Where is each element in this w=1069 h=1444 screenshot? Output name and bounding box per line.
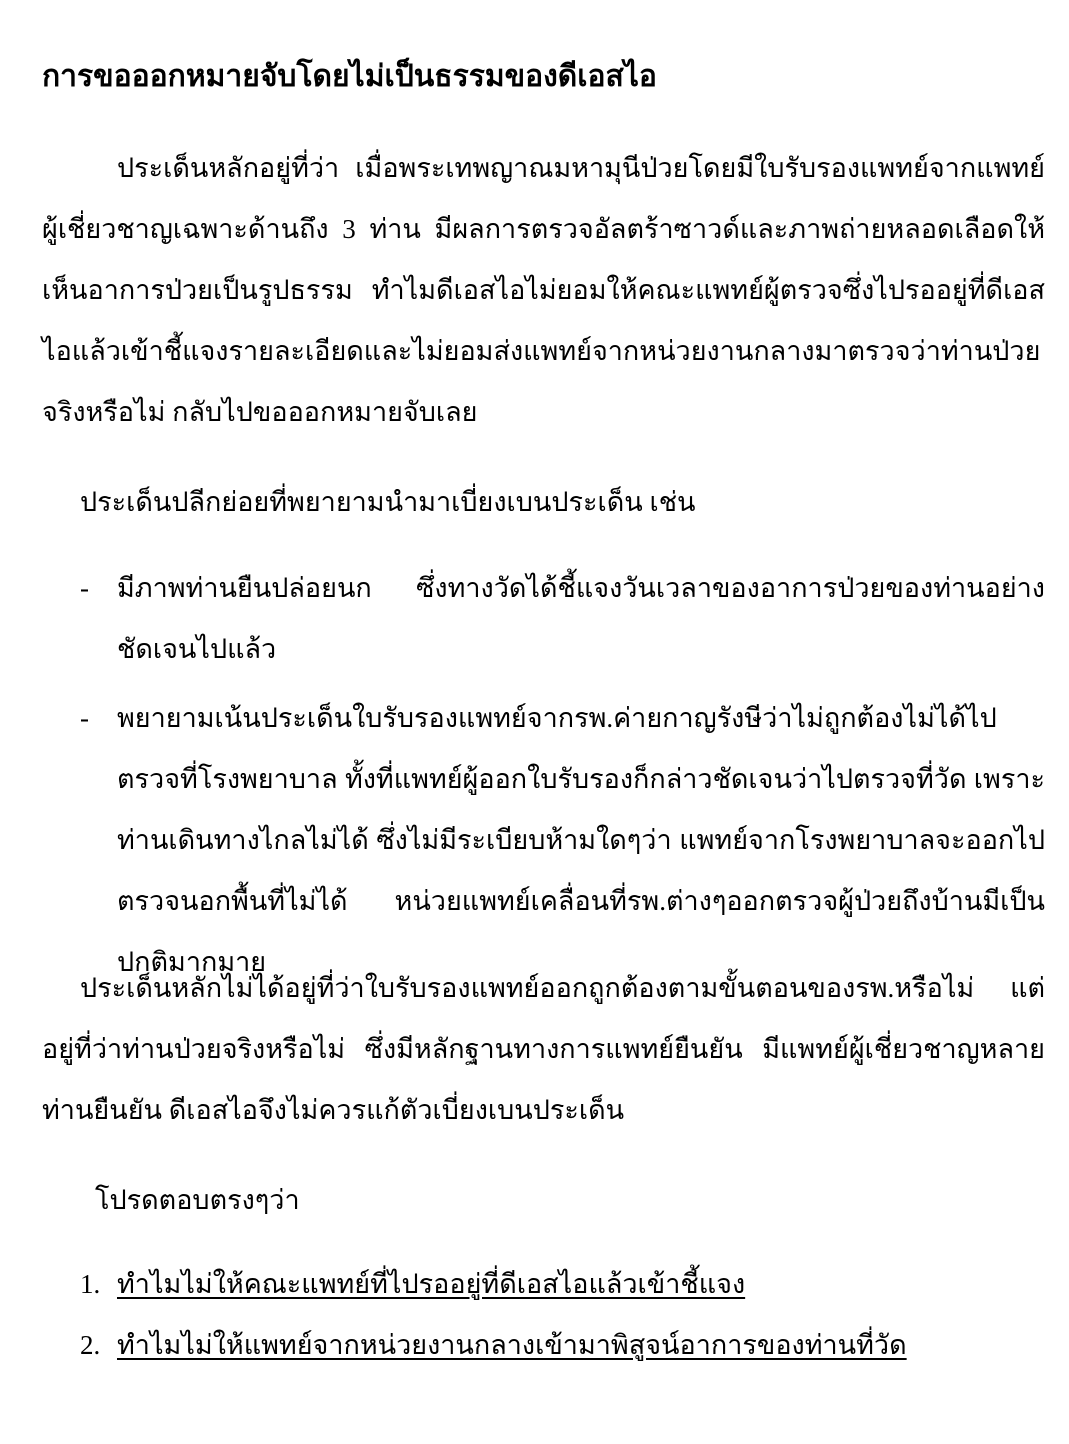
document-title: การขอออกหมายจับโดยไม่เป็นธรรมของดีเอสไอ (42, 60, 657, 93)
minor-issues-heading: ประเด็นปลีกย่อยที่พยายามนำมาเบี่ยงเบนประเด็น เช่น (80, 487, 696, 517)
minor-issues-list (42, 558, 1045, 1001)
questions-list (42, 1254, 1045, 1376)
bullet-text: มีภาพท่านยืนปล่อยนก ซึ่งทางวัดได้ชี้แจงวันเวลาของอาการป่วยของท่านอย่างชัดเจนไปแล้ว (117, 573, 1045, 664)
request-line: โปรดตอบตรงๆว่า (95, 1185, 300, 1215)
list-item (42, 1254, 1045, 1315)
question-text: ทำไมไม่ให้แพทย์จากหน่วยงานกลางเข้ามาพิสูจน์อาการของท่านที่วัด (117, 1330, 907, 1360)
question-number: 2. (80, 1330, 101, 1360)
bullet-text: พยายามเน้นประเด็นใบรับรองแพทย์จากรพ.ค่ายกาญรังษีว่าไม่ถูกต้องไม่ได้ไปตรวจที่โรงพยาบาล ทั้งที่แพทย์ผู้ออกใบรับรองก็กล่าวชัดเจนว่าไปตรวจที่วัด เพราะท่านเดินทางไกลไม่ได้ ซึ่งไม่มีระเบียบห้ามใดๆว่า แพทย์จากโรงพยาบาลจะออกไปตรวจนอกพื้นที่ไม่ได้ หน่วยแพทย์เคลื่อนที่รพ.ต่างๆออกตรวจผู้ป่วยถึงบ้านมีเป็นปกติมากมาย (117, 703, 1045, 977)
question-text: ทำไมไม่ให้คณะแพทย์ที่ไปรออยู่ที่ดีเอสไอแล้วเข้าชี้แจง (117, 1269, 746, 1299)
main-issue-paragraph: ประเด็นหลักอยู่ที่ว่า เมื่อพระเทพญาณมหามุนีป่วยโดยมีใบรับรองแพทย์จากแพทย์ผู้เชี่ยวชาญเฉพาะด้านถึง 3 ท่าน มีผลการตรวจอัลตร้าซาวด์และภาพถ่ายหลอดเลือดให้เห็นอาการป่วยเป็นรูปธรรม ทำไมดีเอสไอไม่ยอมให้คณะแพทย์ผู้ตรวจซึ่งไปรออยู่ที่ดีเอสไอแล้วเข้าชี้แจงรายละเอียดและไม่ยอมส่งแพทย์จากหน่วยงานกลางมาตรวจว่าท่านป่วยจริงหรือไม่ กลับไปขอออกหมายจับเลย (42, 153, 1045, 427)
bullet-marker: - (80, 573, 89, 603)
question-number: 1. (80, 1269, 101, 1299)
list-item (42, 558, 1045, 680)
conclusion-paragraph: ประเด็นหลักไม่ได้อยู่ที่ว่าใบรับรองแพทย์ออกถูกต้องตามขั้นตอนของรพ.หรือไม่ แต่อยู่ที่ว่าท่านป่วยจริงหรือไม่ ซึ่งมีหลักฐานทางการแพทย์ยืนยัน มีแพทย์ผู้เชี่ยวชาญหลายท่านยืนยัน ดีเอสไอจึงไม่ควรแก้ตัวเบี่ยงเบนประเด็น (42, 973, 1045, 1125)
list-item (42, 1315, 1045, 1376)
bullet-marker: - (80, 703, 89, 733)
list-item (42, 688, 1045, 993)
